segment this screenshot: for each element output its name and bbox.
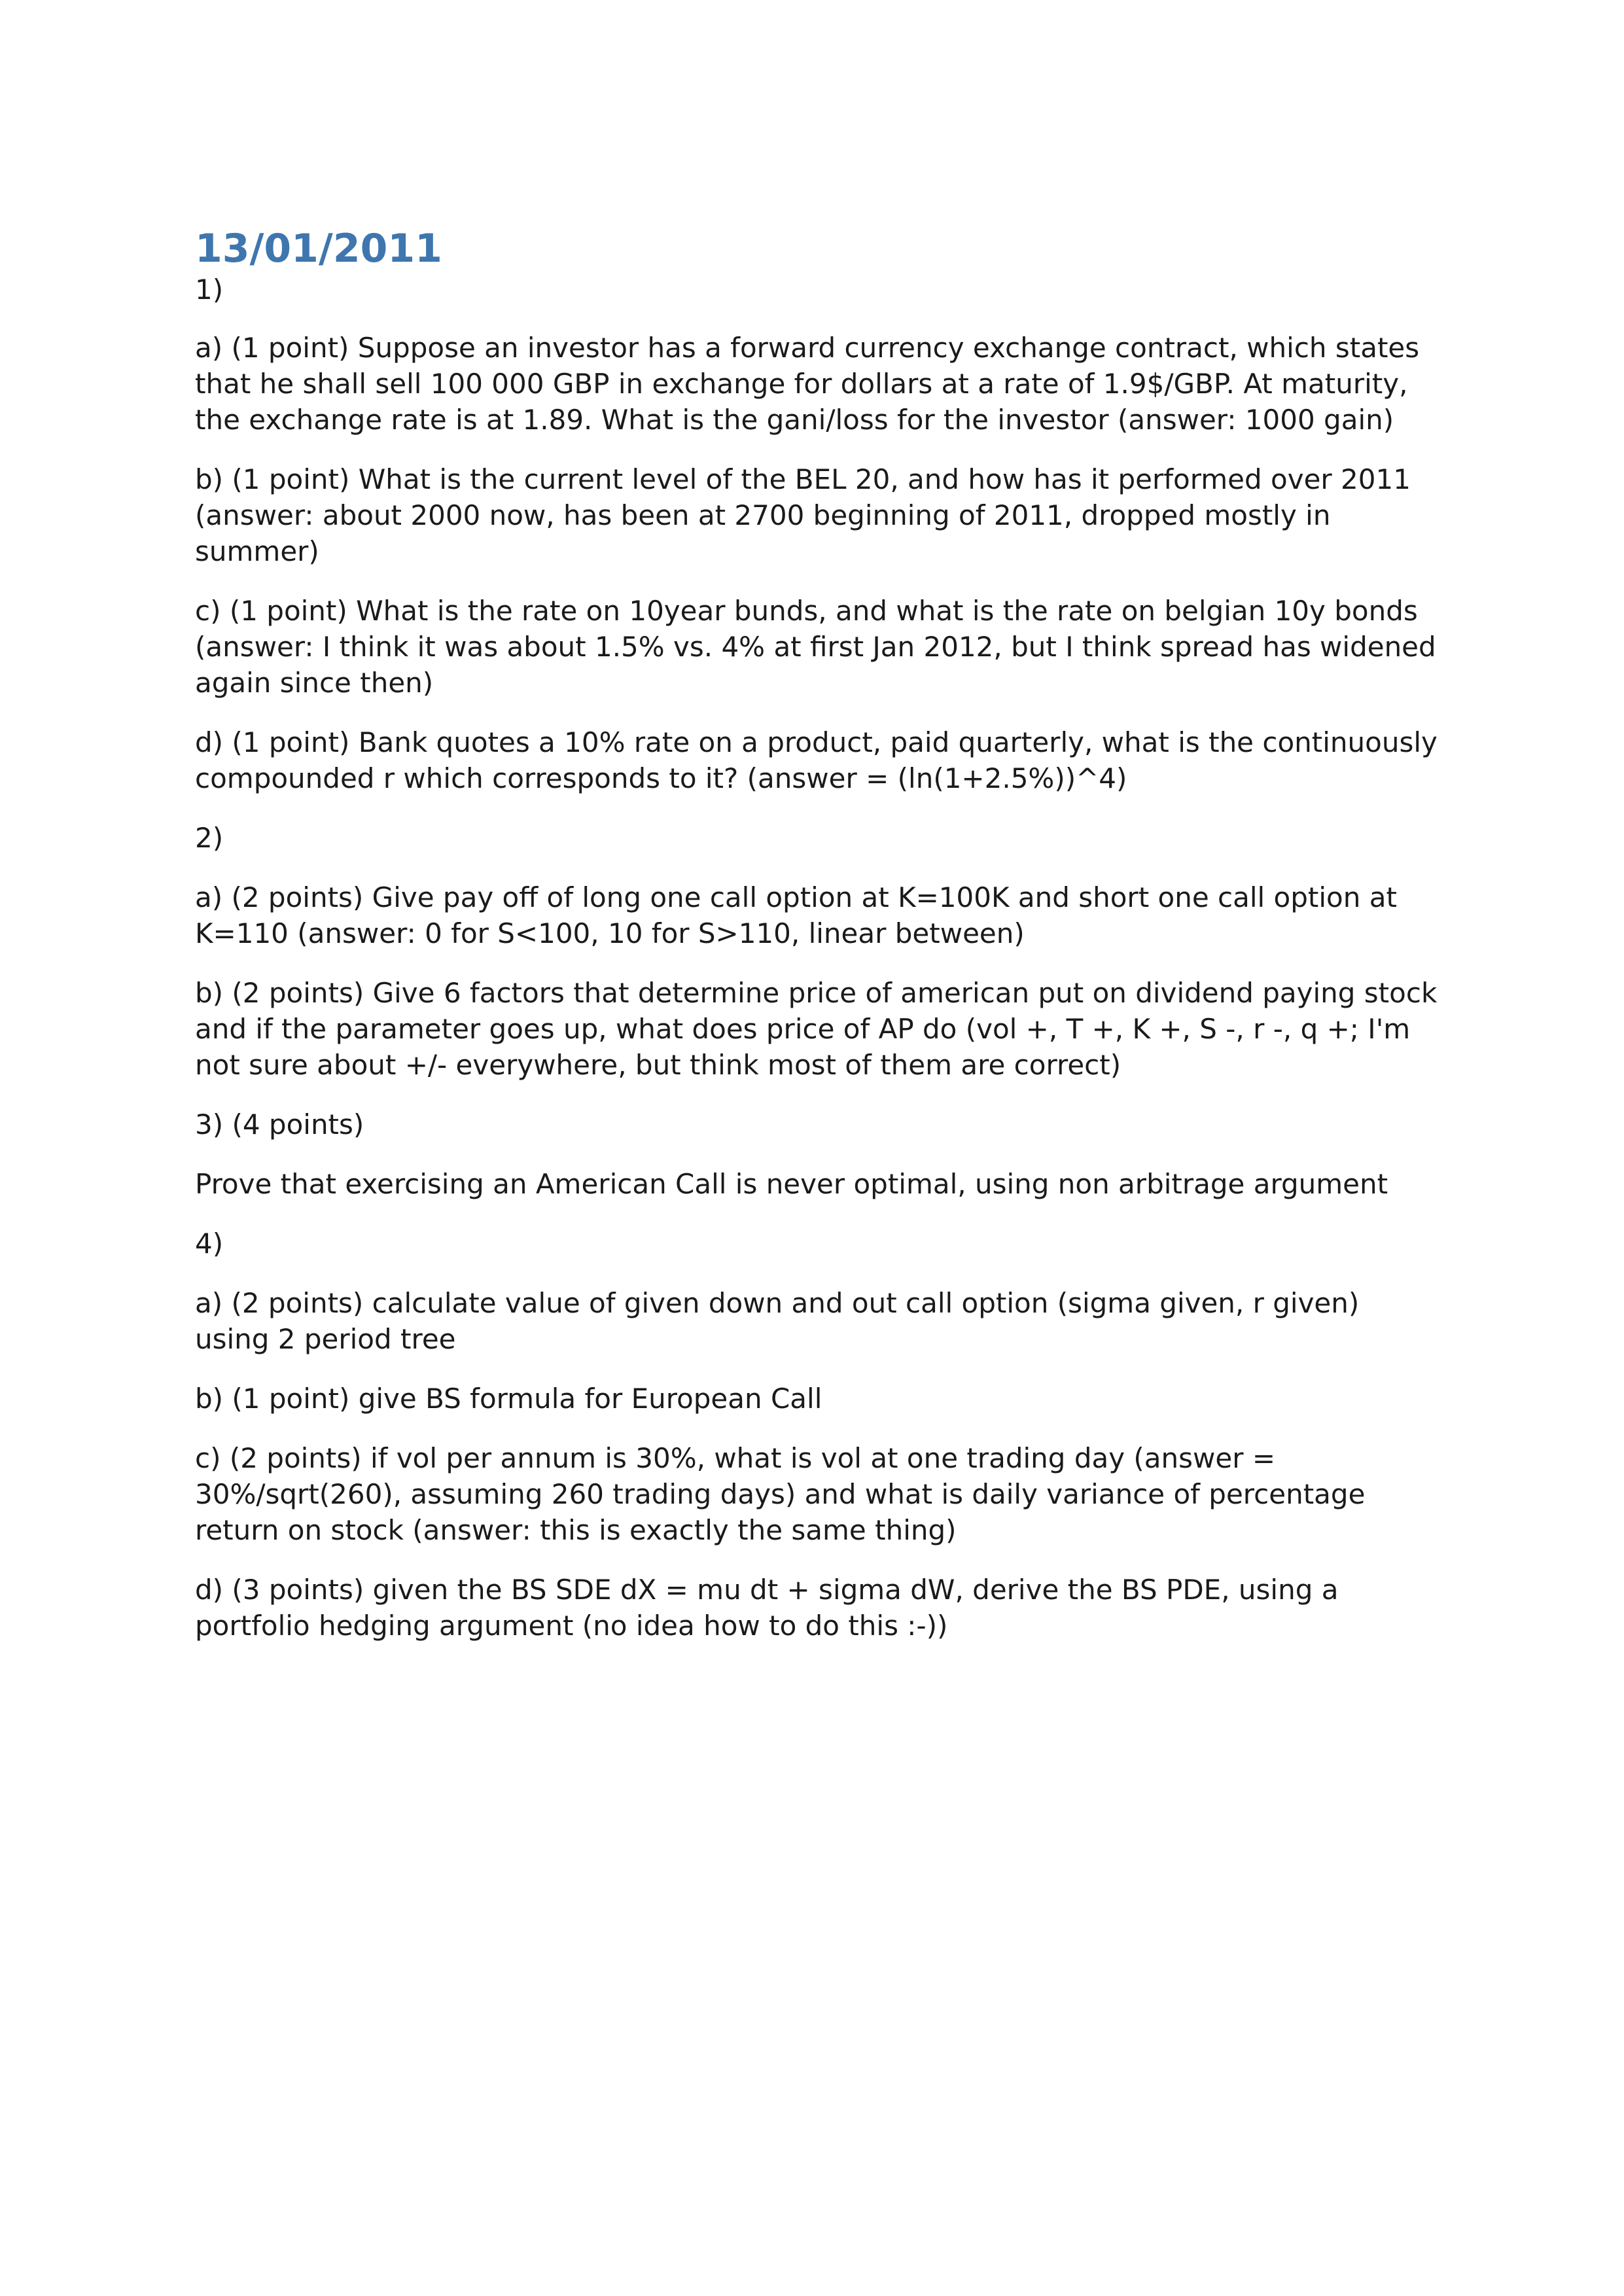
question-paragraph: c) (1 point) What is the rate on 10year bunds, and what is the rate on belgian 10y bonds (answer: I think it was about 1.5% vs. 4% at first Jan 2012, but I think spread has widened again since then) xyxy=(195,595,1436,699)
question-number: 4) xyxy=(195,1227,224,1260)
question-number: 1) xyxy=(195,274,224,306)
question-paragraph: a) (2 points) Give pay off of long one call option at K=100K and short one call option at K=110 (answer: 0 for S<100, 10 for S>110, linear between) xyxy=(195,881,1397,949)
question-paragraph: b) (1 point) give BS formula for European Call xyxy=(195,1383,822,1415)
question-paragraph: d) (3 points) given the BS SDE dX = mu dt + sigma dW, derive the BS PDE, using a portfolio hedging argument (no idea how to do this :-)) xyxy=(195,1574,1339,1642)
question-paragraph: d) (1 point) Bank quotes a 10% rate on a product, paid quarterly, what is the continuously compounded r which corresponds to it? (answer = (ln(1+2.5%))^4) xyxy=(195,726,1438,794)
question-paragraph: b) (2 points) Give 6 factors that determine price of american put on dividend paying stock and if the parameter goes up, what does price of AP do (vol +, T +, K +, S -, r -, q +; I'm not sure about +/- everywhere, but think most of them are correct) xyxy=(195,977,1438,1081)
question-number: 2) xyxy=(195,822,224,854)
question-paragraph: Prove that exercising an American Call is never optimal, using non arbitrage argument xyxy=(195,1168,1388,1200)
question-paragraph: a) (2 points) calculate value of given down and out call option (sigma given, r given) using 2 period tree xyxy=(195,1287,1360,1355)
page-title: 13/01/2011 xyxy=(195,226,442,272)
question-paragraph: a) (1 point) Suppose an investor has a forward currency exchange contract, which states that he shall sell 100 000 GBP in exchange for dollars at a rate of 1.9$/GBP. At maturity, the exchange rate is at 1.89. What is the gani/loss for the investor (answer: 1000 gain) xyxy=(195,332,1420,436)
question-paragraph: c) (2 points) if vol per annum is 30%, what is vol at one trading day (answer = 30%/sqrt(260), assuming 260 trading days) and what is daily variance of percentage return on stock (answer: this is exactly the same thing) xyxy=(195,1442,1366,1546)
document-page xyxy=(195,226,1438,1667)
question-paragraph: b) (1 point) What is the current level of the BEL 20, and how has it performed over 2011 (answer: about 2000 now, has been at 2700 beginning of 2011, dropped mostly in summer) xyxy=(195,463,1411,567)
question-number: 3) (4 points) xyxy=(195,1108,364,1140)
